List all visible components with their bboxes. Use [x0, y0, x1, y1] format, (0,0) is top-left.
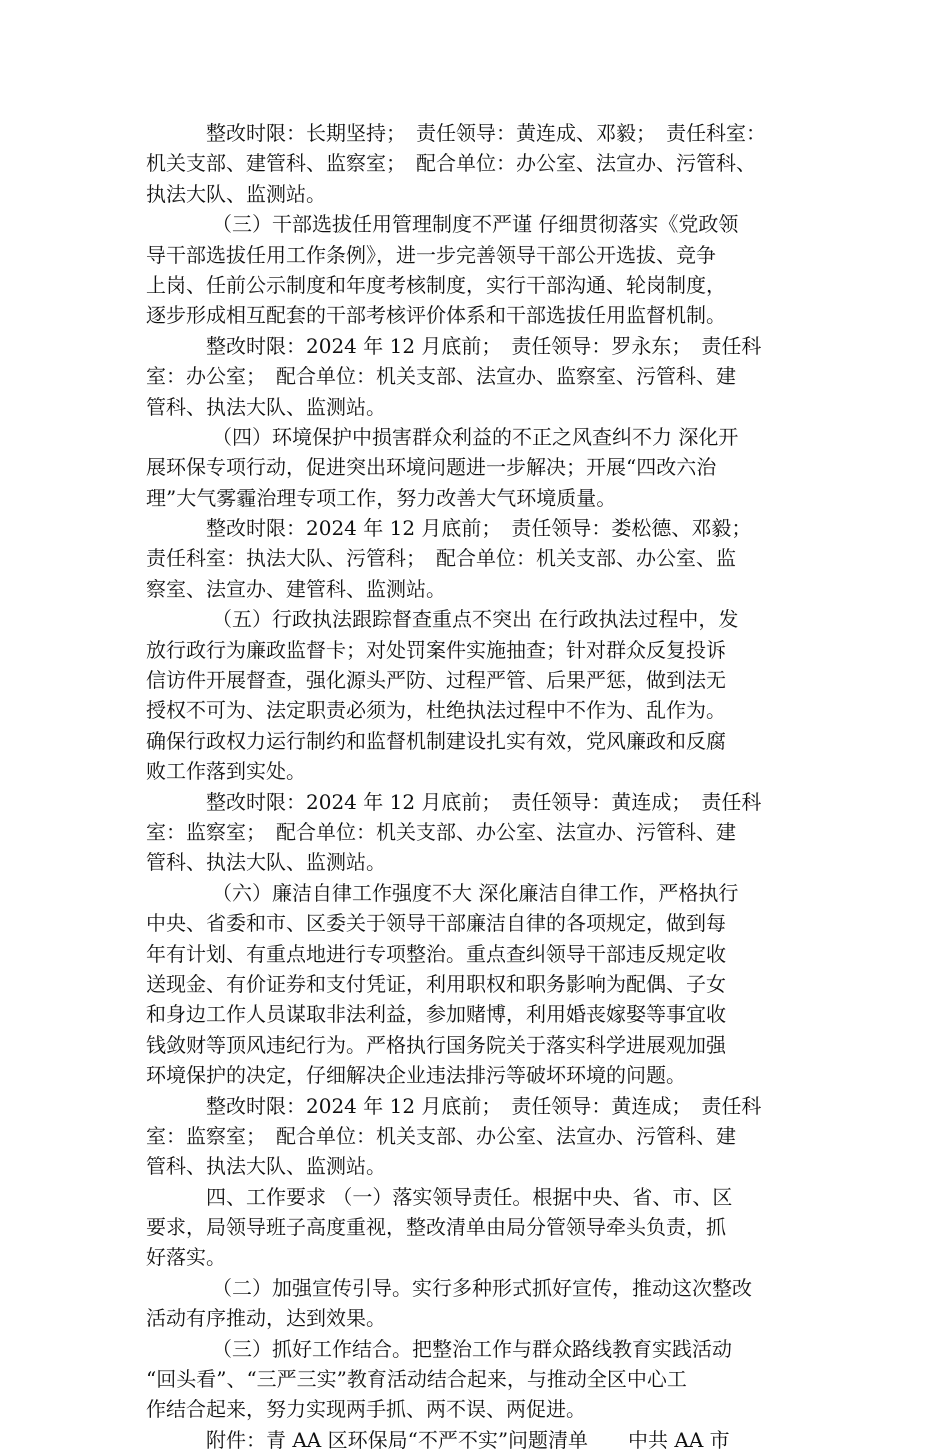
text-line: 送现金、有价证券和支付凭证，利用职权和职务影响为配偶、子女 — [146, 971, 726, 996]
text-line: 作结合起来，努力实现两手抓、两不误、两促进。 — [146, 1397, 586, 1422]
text-line: “回头看”、“三严三实”教育活动结合起来，与推动全区中心工 — [146, 1367, 687, 1392]
text-line: 导干部选拔任用工作条例》，进一步完善领导干部公开选拔、竞争 — [146, 242, 716, 267]
text-line: 要求，局领导班子高度重视，整改清单由局分管领导牵头负责，抓 — [146, 1215, 726, 1240]
text-line: 授权不可为、法定职责必须为，杜绝执法过程中不作为、乱作为。 — [146, 698, 726, 723]
text-line: 管科、执法大队、监测站。 — [146, 1154, 386, 1179]
document-page — [146, 118, 828, 1455]
text-line: 钱敛财等顶风违纪行为。严格执行国务院关于落实科学进展观加强 — [146, 1032, 726, 1057]
text-line: 整改时限：2024 年 12 月底前； 责任领导：罗永东； 责任科 — [206, 333, 762, 358]
text-line: 机关支部、建管科、监察室； 配合单位：办公室、法宣办、污管科、 — [146, 151, 756, 176]
text-line: 室：监察室； 配合单位：机关支部、办公室、法宣办、污管科、建 — [146, 819, 736, 844]
text-line: 整改时限：长期坚持； 责任领导：黄连成、邓毅； 责任科室： — [206, 121, 766, 145]
text-line: 室：监察室； 配合单位：机关支部、办公室、法宣办、污管科、建 — [146, 1123, 736, 1148]
section-heading-line: （六）廉洁自律工作强度不大 深化廉洁自律工作，严格执行 — [212, 880, 739, 905]
section-heading-line: 四、工作要求 （一）落实领导责任。根据中央、省、市、区 — [206, 1184, 733, 1209]
text-line: 活动有序推动，达到效果。 — [146, 1306, 386, 1331]
text-line: （二）加强宣传引导。实行多种形式抓好宣传，推动这次整改 — [212, 1275, 752, 1300]
text-line: 整改时限：2024 年 12 月底前； 责任领导：娄松德、邓毅； — [206, 516, 752, 541]
text-line: 中央、省委和市、区委关于领导干部廉洁自律的各项规定，做到每 — [146, 911, 726, 936]
text-line: （三）抓好工作结合。把整治工作与群众路线教育实践活动 — [212, 1336, 732, 1361]
text-line: 管科、执法大队、监测站。 — [146, 850, 386, 875]
text-line: 管科、执法大队、监测站。 — [146, 394, 386, 419]
text-line: 信访件开展督查，强化源头严防、过程严管、后果严惩，做到法无 — [146, 668, 726, 693]
text-line: 室：办公室； 配合单位：机关支部、法宣办、监察室、污管科、建 — [146, 364, 736, 389]
text-line: 败工作落到实处。 — [146, 759, 306, 784]
text-line: 和身边工作人员谋取非法利益，参加赌博，利用婚丧嫁娶等事宜收 — [146, 1002, 726, 1027]
text-line: 放行政行为廉政监督卡；对处罚案件实施抽查；针对群众反复投诉 — [146, 637, 726, 662]
section-heading-line: （五）行政执法跟踪督查重点不突出 在行政执法过程中，发 — [212, 607, 739, 632]
text-line: 整改时限：2024 年 12 月底前； 责任领导：黄连成； 责任科 — [206, 789, 762, 814]
attachment-line: 附件：青 AA 区环保局“不严不实”问题清单 中共 AA 市 — [206, 1427, 730, 1452]
text-line: 整改时限：2024 年 12 月底前； 责任领导：黄连成； 责任科 — [206, 1093, 762, 1118]
text-line: 察室、法宣办、建管科、监测站。 — [146, 576, 446, 601]
text-line: 责任科室：执法大队、污管科； 配合单位：机关支部、办公室、监 — [146, 546, 736, 571]
text-line: 上岗、任前公示制度和年度考核制度，实行干部沟通、轮岗制度， — [146, 272, 726, 297]
section-heading-line: （三）干部选拔任用管理制度不严谨 仔细贯彻落实《党政领 — [212, 212, 739, 237]
text-line: 确保行政权力运行制约和监督机制建设扎实有效，党风廉政和反腐 — [146, 728, 726, 753]
text-line: 年有计划、有重点地进行专项整治。重点查纠领导干部违反规定收 — [146, 941, 726, 966]
text-line: 好落实。 — [146, 1245, 226, 1270]
text-line: 展环保专项行动，促进突出环境问题进一步解决；开展“四改六治 — [146, 455, 717, 480]
text-line: 环境保护的决定，仔细解决企业违法排污等破坏环境的问题。 — [146, 1063, 686, 1088]
section-heading-line: （四）环境保护中损害群众利益的不正之风查纠不力 深化开 — [212, 424, 739, 449]
text-line: 逐步形成相互配套的干部考核评价体系和干部选拔任用监督机制。 — [146, 303, 726, 328]
text-line: 理”大气雾霾治理专项工作，努力改善大气环境质量。 — [146, 485, 617, 510]
text-line: 执法大队、监测站。 — [146, 181, 326, 206]
